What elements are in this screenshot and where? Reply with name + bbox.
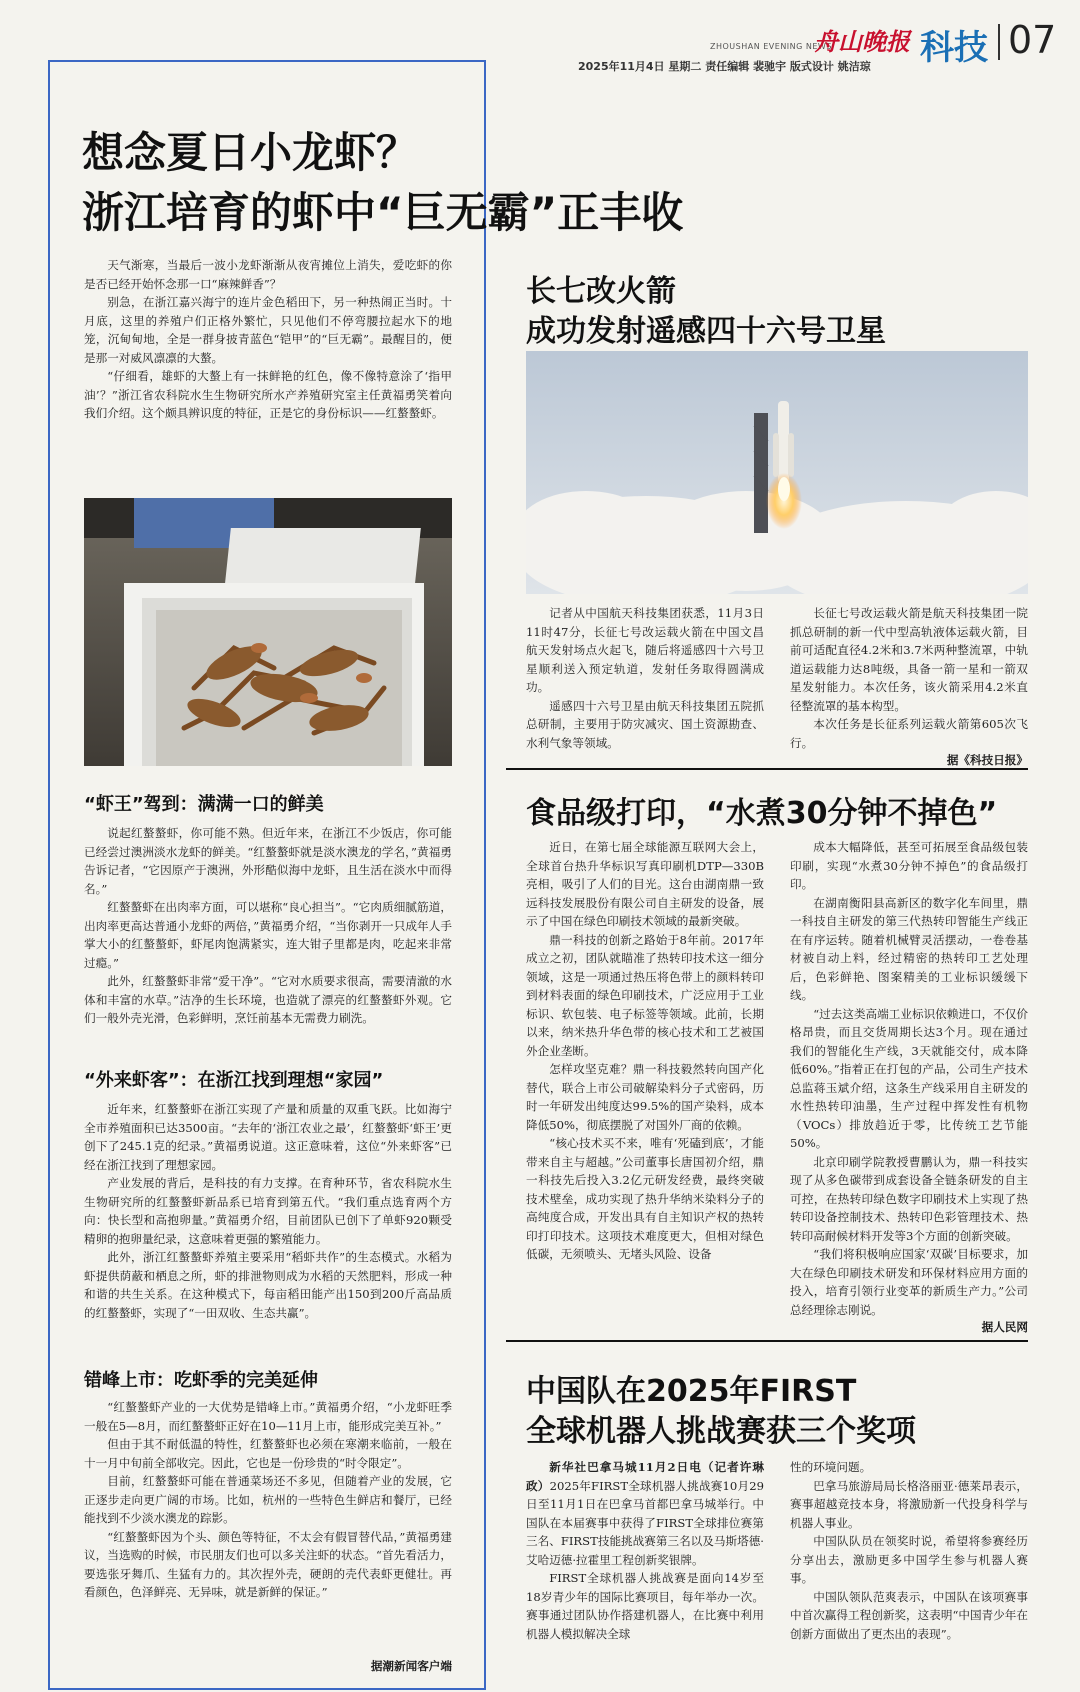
paragraph: 红螯螯虾在出肉率方面，可以堪称“良心担当”。“它肉质细腻筋道，出肉率更高达普通小龙虾的两倍，”黄福勇介绍，“当你剥开一只成年人手掌大小的红螯螯虾，虾尾肉饱满紧实，连大钳子里都是肉，吃起来非常过瘾。” (84, 900, 452, 970)
article2-title-line1: 长七改火箭 (526, 274, 676, 309)
paragraph: 在湖南衡阳县高新区的数字化车间里，鼎一科技自主研发的第三代热转印智能生产线正在有序运转。随着机械臂灵活摆动，一卷卷基材被自动上料，经过精密的热转印工艺处理后，色彩鲜艳、图案精美的工业标识缓缓下线。 (790, 895, 1028, 1002)
masthead (520, 18, 1060, 78)
paragraph: “过去这类高端工业标识依赖进口，不仅价格昂贵，而且交货周期长达3个月。现在通过我们的智能化生产线，3天就能交付，成本降低60%。”指着正在打包的产品，公司生产技术总监蒋玉斌介绍，这条生产线采用自主研发的水性热转印油墨，生产过程中挥发性有机物（VOCs）排放趋近于零，比传统工艺节能50%。 (790, 1006, 1028, 1150)
paragraph: 遥感四十六号卫星由航天科技集团五院抓总研制，主要用于防灾减灾、国土资源勘查、水利气象等领域。 (526, 698, 764, 750)
article4-title-line2: 全球机器人挑战赛获三个奖项 (526, 1414, 916, 1449)
article1-section1-title: “虾王”驾到：满满一口的鲜美 (84, 794, 324, 815)
section-divider (506, 1340, 1028, 1342)
dateline-lead: 新华社巴拿马城11月2日电（记者许琳政） (526, 1460, 764, 1493)
article3-title: 食品级打印，“水煮30分钟不掉色” (526, 796, 998, 831)
article1-title-line2: 浙江培育的虾中“巨无霸”正丰收 (82, 188, 684, 237)
paragraph: 性的环境问题。 (790, 1460, 872, 1474)
article1-title-line1: 想念夏日小龙虾？ (82, 128, 419, 177)
paragraph: 记者从中国航天科技集团获悉，11月3日11时47分，长征七号改运载火箭在中国文昌航天发射场点火起飞，随后将遥感四十六号卫星顺利送入预定轨道，发射任务取得圆满成功。 (526, 606, 764, 694)
paragraph: 怎样攻坚克难？鼎一科技毅然转向国产化替代，联合上市公司破解染料分子式密码，历时一年研发出纯度达99.5%的国产染料，成本降低50%，彻底摆脱了对国外厂商的依赖。 (526, 1062, 764, 1132)
article1-section2-title: “外来虾客”：在浙江找到理想“家园” (84, 1070, 384, 1091)
paper-name-en: ZHOUSHAN EVENING NEWS (710, 42, 832, 51)
paragraph: 巴拿马旅游局局长格洛丽亚·德莱昂表示，赛事超越竞技本身，将激励新一代投身科学与机器人事业。 (790, 1478, 1028, 1530)
article2-col1 (526, 604, 764, 752)
article1-source: 据潮新闻客户端 (370, 1659, 452, 1673)
article2-col2 (790, 604, 1028, 768)
paragraph: 此外，浙江红螯螯虾养殖主要采用“稻虾共作”的生态模式。水稻为虾提供荫蔽和栖息之所，虾的排泄物则成为水稻的天然肥料，形成一种和谐的共生关系。在这种模式下，每亩稻田能产出150到200斤高品质的红螯螯虾，实现了“一田双收、生态共赢”。 (84, 1250, 452, 1320)
article2-title-line2: 成功发射遥感四十六号卫星 (526, 314, 886, 349)
page-number: 07 (1008, 18, 1057, 62)
paragraph: “仔细看，雄虾的大螯上有一抹鲜艳的红色，像不像特意涂了‘指甲油’？”浙江省农科院水生生物研究所水产养殖研究室主任黄福勇笑着向我们介绍。这个颇具辨识度的特征，正是它的身份标识——红螯螯虾。 (84, 369, 452, 420)
paragraph: “红螯螯虾因为个头、颜色等特征，不太会有假冒替代品，”黄福勇建议，当选购的时候，市民朋友们也可以多关注虾的状态。“首先看活力，要选张牙舞爪、生猛有力的。其次捏外壳，硬朗的壳代表虾更健壮。再看颜色，色泽鲜亮、无异味，就是新鲜的保证。” (84, 1529, 452, 1599)
paragraph: “红螯螯虾产业的一大优势是错峰上市。”黄福勇介绍，“小龙虾旺季一般在5—8月，而红螯螯虾正好在10—11月上市，能形成完美互补。” (84, 1400, 452, 1433)
article3-source: 据人民网 (981, 1320, 1028, 1334)
paragraph: 近年来，红螯螯虾在浙江实现了产量和质量的双重飞跃。比如海宁全市养殖面积已达3500亩。“去年的‘浙江农业之最’，红螯螯虾‘虾王’更创下了245.1克的纪录。”黄福勇说道。这正意味着，这位“外来虾客”已经在浙江找到了理想家园。 (84, 1102, 452, 1172)
paragraph: 鼎一科技的创新之路始于8年前。2017年成立之初，团队就瞄准了热转印技术这一细分领域，这是一项通过热压将色带上的颜料转印到材料表面的绿色印刷技术，广泛应用于工业标识、软包装、电子标签等领域。此前，长期以来，纳米热升华色带的核心技术和工艺被国外企业垄断。 (526, 932, 764, 1058)
paragraph: “我们将积极响应国家‘双碳’目标要求，加大在绿色印刷技术研发和环保材料应用方面的投入，培育引领行业变革的新质生产力。”公司总经理徐志刚说。 (790, 1247, 1028, 1317)
crayfish-photo (84, 498, 452, 766)
article3-col1 (526, 838, 764, 1264)
section-name: 科技 (920, 28, 988, 68)
paragraph: 产业发展的背后，是科技的有力支撑。在育种环节，省农科院水生生物研究所的红螯螯虾新品系已培育到第五代。“我们重点选育两个方向：快长型和高抱卵量。”黄福勇介绍，目前团队已创下了单虾920颗受精卵的抱卵量纪录，这意味着更强的繁殖能力。 (84, 1176, 452, 1246)
paragraph: 成本大幅降低，甚至可拓展至食品级包装印刷，实现“水煮30分钟不掉色”的食品级打印。 (790, 840, 1028, 891)
paragraph: 北京印刷学院教授曹鹏认为，鼎一科技实现了从多色碳带到成套设备全链条研发的自主可控，在热转印绿色数字印刷技术上实现了热转印设备控制技术、热转印色彩管理技术、热转印高耐候材料开发等3个方面的创新突破。 (790, 1154, 1028, 1243)
paragraph: 中国队队员在领奖时说，希望将参赛经历分享出去，激励更多中国学生参与机器人赛事。 (790, 1534, 1028, 1585)
paragraph: 本次任务是长征系列运载火箭第605次飞行。 (790, 717, 1028, 750)
article1-section3-title: 错峰上市：吃虾季的完美延伸 (84, 1370, 318, 1391)
paragraph: FIRST全球机器人挑战赛是面向14岁至18岁青少年的国际比赛项目，每年举办一次。赛事通过团队协作搭建机器人，在比赛中利用机器人模拟解决全球 (526, 1571, 764, 1641)
paragraph: 长征七号改运载火箭是航天科技集团一院抓总研制的新一代中型高轨液体运载火箭，目前可适配直径4.2米和3.7米两种整流罩，中轨道运载能力达8吨级，具备一箭一星和一箭双星发射能力。本次任务，该火箭采用4.2米直径整流罩的基本构型。 (790, 606, 1028, 713)
article1-section2 (84, 1100, 452, 1322)
paragraph (526, 1458, 764, 1569)
paragraph: 天气渐寒，当最后一波小龙虾渐渐从夜宵摊位上消失，爱吃虾的你是否已经开始怀念那一口“麻辣鲜香”？ (84, 258, 452, 291)
section-divider (506, 768, 1028, 770)
paragraph: 但由于其不耐低温的特性，红螯螯虾也必须在寒潮来临前，一般在十一月中旬前全部收完。因此，它也是一份珍贵的“时令限定”。 (84, 1437, 452, 1470)
paragraph: 中国队领队范爽表示，中国队在该项赛事中首次赢得工程创新奖，这表明“中国青少年在创新方面做出了更杰出的表现”。 (790, 1589, 1028, 1641)
paragraph: 别急，在浙江嘉兴海宁的连片金色稻田下，另一种热闹正当时。十月底，这里的养殖户们正格外繁忙，只见他们不停弯腰拉起水下的地笼，沉甸甸地，全是一群身披青蓝色“铠甲”的“巨无霸”。最醒目的，便是那一对威风凛凛的大螯。 (84, 295, 452, 365)
article1-section1 (84, 824, 452, 1028)
article4-col1 (526, 1458, 764, 1643)
rocket-launch-photo (526, 351, 1028, 594)
lead-rest: 2025年FIRST全球机器人挑战赛10月29日至11月1日在巴拿马首都巴拿马城举行。中国队在本届赛事中获得了FIRST全球排位赛第三名、FIRST技能挑战赛第三名以及马斯塔德·艾哈迈德·拉霍里工程创新奖银牌。 (526, 1478, 764, 1567)
article1-section3 (84, 1398, 452, 1602)
paragraph: 近日，在第七届全球能源互联网大会上，全球首台热升华标识写真印刷机DTP—330B亮相，吸引了人们的目光。这台由湖南鼎一致远科技发展股份有限公司自主研发的设备，展示了中国在绿色印刷技术领域的最新突破。 (526, 840, 764, 928)
page-divider (998, 24, 1000, 60)
paragraph: 说起红螯螯虾，你可能不熟。但近年来，在浙江不少饭店，你可能已经尝过澳洲淡水龙虾的鲜美。“红螯螯虾就是淡水澳龙的学名，”黄福勇告诉记者，“它因原产于澳洲，外形酷似海中龙虾，且生活在淡水中而得名。” (84, 826, 452, 896)
article2-source: 据《科技日报》 (946, 753, 1028, 767)
paragraph: “核心技术买不来，唯有‘死磕到底’，才能带来自主与超越。”公司董事长唐国初介绍，鼎一科技先后投入3.2亿元研发经费，最终突破技术壁垒，成功实现了热升华纳米染料分子的高纯度合成，开发出具有自主知识产权的热转印打印技术。这项技术难度更大，但相对绿色低碳，无须喷头、无堵头风险、设备 (526, 1136, 764, 1261)
paragraph: 目前，红螯螯虾可能在普通菜场还不多见，但随着产业的发展，它正逐步走向更广阔的市场。比如，杭州的一些特色生鲜店和餐厅，已经能找到不少淡水澳龙的踪影。 (84, 1474, 452, 1525)
article4-title-line1: 中国队在2025年FIRST (526, 1374, 857, 1409)
article1-intro (84, 256, 452, 423)
paper-logo: 舟山晚报 (814, 27, 910, 56)
dateline: 2025年11月4日 星期二 责任编辑 裴驰宇 版式设计 姚洁琼 (578, 60, 871, 73)
article3-col2 (790, 838, 1028, 1335)
article4-col2 (790, 1458, 1028, 1643)
paragraph: 此外，红螯螯虾非常“爱干净”。“它对水质要求很高，需要清澈的水体和丰富的水草。”洁净的生长环境，也造就了漂亮的红螯螯虾外观。它们一般外壳光滑，色彩鲜明，烹饪前基本无需费力刷洗。 (84, 974, 452, 1025)
